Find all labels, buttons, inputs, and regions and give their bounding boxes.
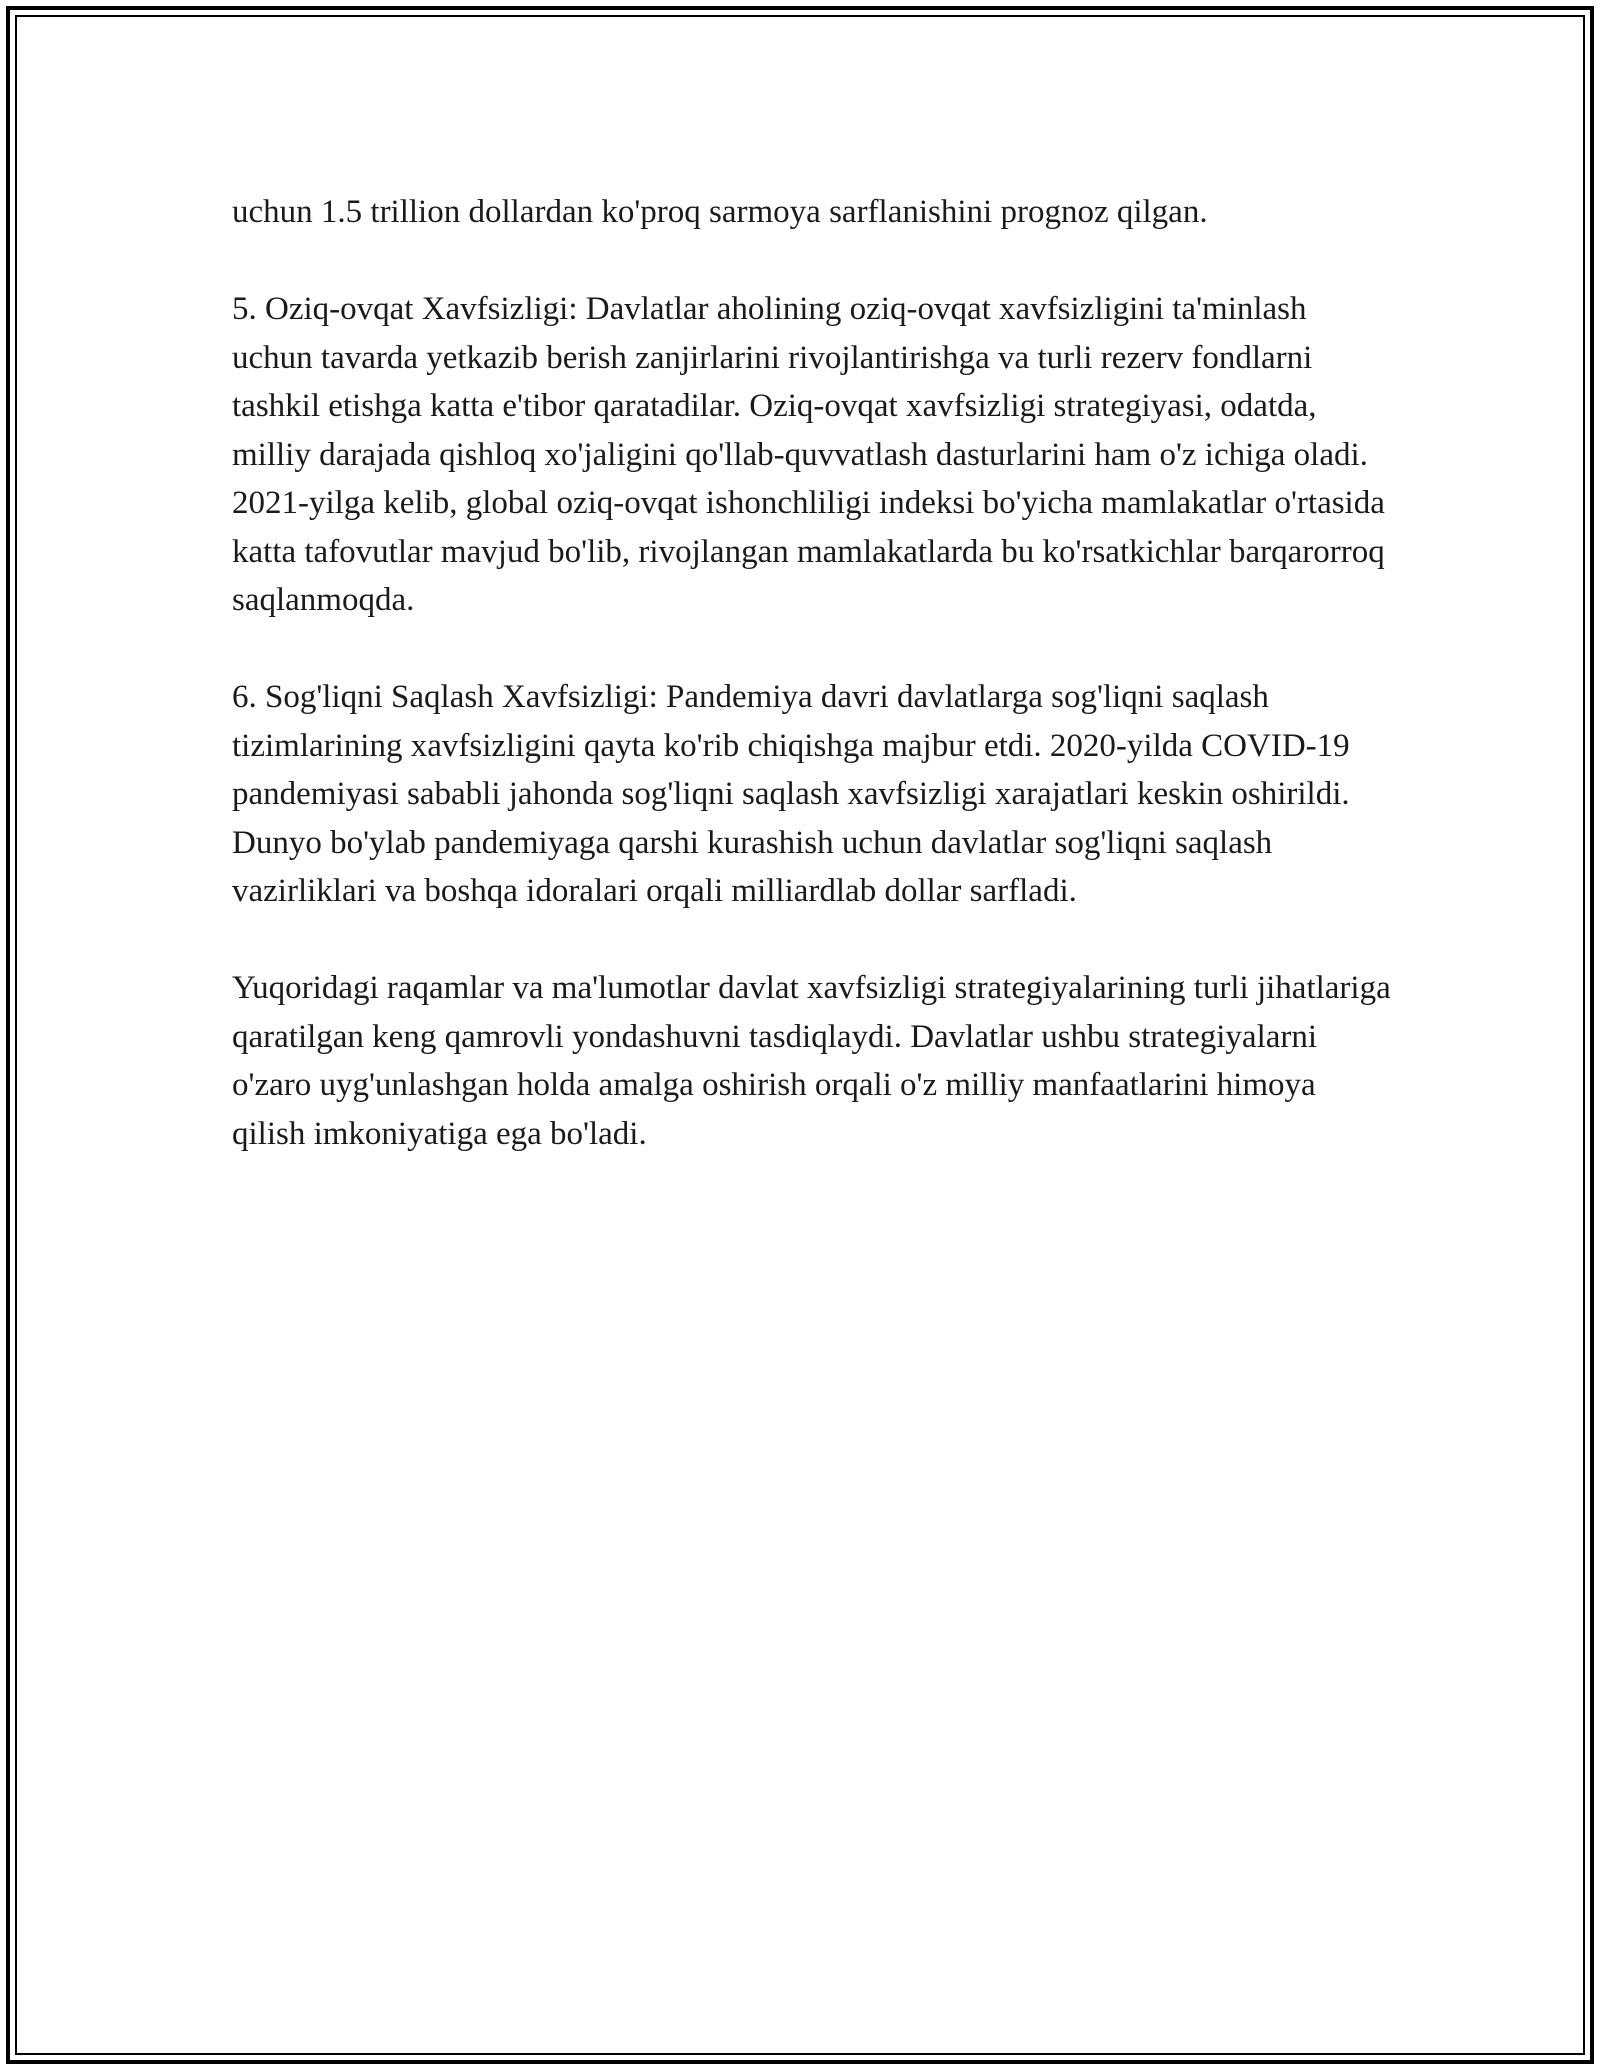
paragraph-intro-continuation: uchun 1.5 trillion dollardan ko'proq sarmoya sarflanishini prognoz qilgan. [232, 194, 1208, 230]
document-body [232, 188, 1392, 1207]
document-page [6, 6, 1594, 2064]
paragraph-health-security: 6. Sog'liqni Saqlash Xavfsizligi: Pandemiya davri davlatlarga sog'liqni saqlash tizimlarining xavfsizligini qayta ko'rib chiqishga majbur etdi. 2020-yilda COVID-19 pandemiyasi sababli jahonda sog'liqni saqlash xavfsizligi xarajatlari keskin oshirildi. Dunyo bo'ylab pandemiyaga qarshi kurashish uchun davlatlar sog'liqni saqlash vazirliklari va boshqa idoralari orqali milliardlab dollar sarfladi. [232, 679, 1350, 909]
paragraph-conclusion: Yuqoridagi raqamlar va ma'lumotlar davlat xavfsizligi strategiyalarining turli jihatlariga qaratilgan keng qamrovli yondashuvni tasdiqlaydi. Davlatlar ushbu strategiyalarni o'zaro uyg'unlashgan holda amalga oshirish orqali o'z milliy manfaatlarini himoya qilish imkoniyatiga ega bo'ladi. [232, 970, 1391, 1152]
paragraph-food-security: 5. Oziq-ovqat Xavfsizligi: Davlatlar aholining oziq-ovqat xavfsizligini ta'minlash uchun tavarda yetkazib berish zanjirlarini rivojlantirishga va turli rezerv fondlarni tashkil etishga katta e'tibor qaratadilar. Oziq-ovqat xavfsizligi strategiyasi, odatda, milliy darajada qishloq xo'jaligini qo'llab-quvvatlash dasturlarini ham o'z ichiga oladi. 2021-yilga kelib, global oziq-ovqat ishonchliligi indeksi bo'yicha mamlakatlar o'rtasida katta tafovutlar mavjud bo'lib, rivojlangan mamlakatlarda bu ko'rsatkichlar barqarorroq saqlanmoqda. [232, 291, 1385, 618]
